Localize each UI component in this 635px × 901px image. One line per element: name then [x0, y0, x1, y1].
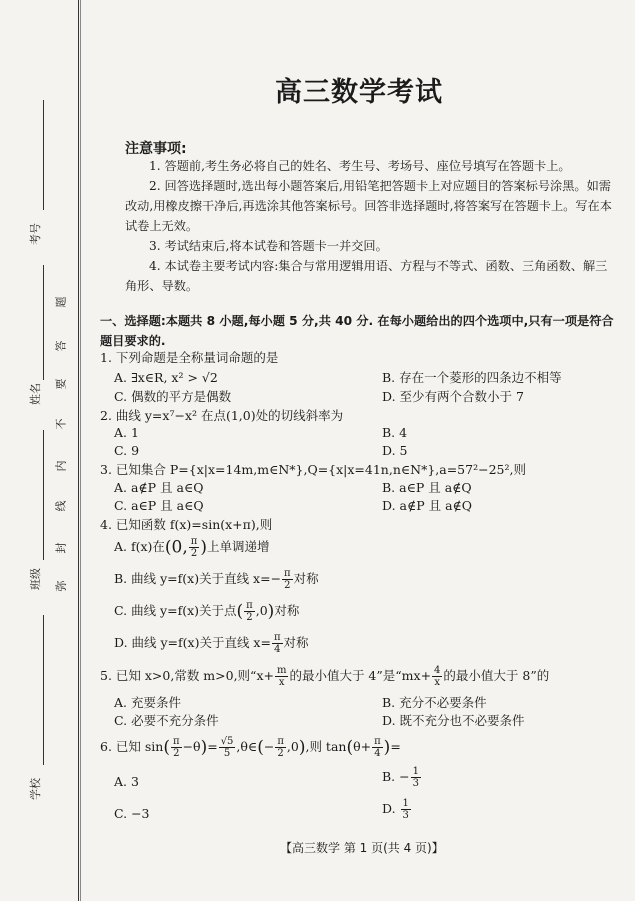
banji-underline	[43, 430, 44, 560]
question-1-stem: 1. 下列命题是全称量词命题的是	[100, 350, 279, 365]
banji-label: 班级	[29, 568, 42, 590]
question-3-option-d: D. a∉P 且 a∉Q	[382, 498, 473, 513]
page-title: 高三数学考试	[275, 77, 443, 108]
question-4-option-a: A. f(x)在(0, $\frac{\pi}{2}$ )上单调递增	[114, 536, 270, 559]
page-footer: 【高三数学 第 1 页(共 4 页)】	[280, 841, 444, 855]
binding-line	[78, 0, 79, 901]
question-2-option-d: D. 5	[382, 443, 408, 458]
seal-char: 题	[54, 296, 68, 308]
question-3-option-c: C. a∈P 且 a∈Q	[114, 498, 204, 513]
question-6-option-a: A. 3	[114, 774, 139, 789]
question-6-stem: 6. 已知 sin( $\frac{\pi}{2}$ −θ)= $\frac{√5}{5}$ ,θ∈(− $\frac{\pi}{2}$ ,0),则 tan(θ+ $\frac{\pi}{4}$ )=	[100, 736, 401, 759]
question-5-option-b: B. 充分不必要条件	[382, 695, 487, 710]
question-5-stem: 5. 已知 x>0,常数 m>0,则“x+ $\frac{m}{x}$ 的最小值大于 4”是“mx+ $\frac{4}{x}$ 的最小值大于 8”的	[100, 665, 550, 688]
question-1-option-d: D. 至少有两个合数小于 7	[382, 389, 524, 404]
seal-char: 封	[54, 542, 68, 554]
question-6-option-b: B. − $\frac{1}{3}$	[382, 766, 419, 789]
question-4-option-d: D. 曲线 y=f(x)关于直线 x= $\frac{\pi}{4}$ 对称	[114, 632, 309, 655]
seal-char: 答	[54, 340, 68, 352]
seal-char: 内	[54, 460, 68, 472]
question-6-option-d: D. $\frac{1}{3}$	[382, 798, 409, 821]
binding-margin	[0, 0, 88, 901]
question-2-stem: 2. 曲线 y=x⁷−x² 在点(1,0)处的切线斜率为	[100, 408, 344, 423]
question-5-option-c: C. 必要不充分条件	[114, 713, 219, 728]
question-5-option-d: D. 既不充分也不必要条件	[382, 713, 525, 728]
question-3-stem: 3. 已知集合 P={x|x=14m,m∈N*},Q={x|x=41n,n∈N*},a=57²−25²,则	[100, 462, 526, 477]
xingming-underline	[43, 265, 44, 380]
kaohao-underline	[43, 100, 44, 210]
seal-char: 线	[54, 500, 68, 512]
notice-heading: 注意事项:	[125, 141, 187, 157]
seal-char: 不	[54, 418, 68, 430]
question-3-option-a: A. a∉P 且 a∈Q	[114, 480, 204, 495]
binding-line-inner	[80, 0, 81, 901]
question-1-option-b: B. 存在一个菱形的四条边不相等	[382, 370, 562, 385]
question-4-option-b: B. 曲线 y=f(x)关于直线 x=− $\frac{\pi}{2}$ 对称	[114, 568, 319, 591]
question-2-option-c: C. 9	[114, 443, 140, 458]
question-4-option-c: C. 曲线 y=f(x)关于点( $\frac{\pi}{2}$ ,0)对称	[114, 600, 300, 623]
seal-char: 弥	[54, 580, 68, 592]
question-1-option-a: A. ∃x∈R, x² > √2	[114, 370, 218, 385]
notice-item: 1. 答题前,考生务必将自己的姓名、考生号、考场号、座位号填写在答题卡上。	[149, 159, 571, 173]
question-5-option-a: A. 充要条件	[114, 695, 181, 710]
notice-item: 3. 考试结束后,将本试卷和答题卡一并交回。	[149, 239, 388, 253]
seal-char: 要	[54, 378, 68, 390]
question-6-option-c: C. −3	[114, 806, 150, 821]
question-3-option-b: B. a∈P 且 a∉Q	[382, 480, 472, 495]
section-heading: 一、选择题:本题共 8 小题,每小题 5 分,共 40 分. 在每小题给出的四个选项中,只有一项是符合题目要求的.	[100, 314, 614, 348]
xuexiao-label: 学校	[29, 778, 42, 800]
notice-item: 4. 本试卷主要考试内容:集合与常用逻辑用语、方程与不等式、函数、三角函数、解三角形、导数。	[125, 259, 608, 293]
xuexiao-underline	[43, 615, 44, 765]
notice-item: 2. 回答选择题时,选出每小题答案后,用铅笔把答题卡上对应题目的答案标号涂黑。如需改动,用橡皮擦干净后,再选涂其他答案标号。回答非选择题时,将答案写在答题卡上。写在本试卷上无效。	[125, 179, 612, 233]
question-2-option-a: A. 1	[114, 425, 139, 440]
question-1-option-c: C. 偶数的平方是偶数	[114, 389, 232, 404]
xingming-label: 姓名	[29, 383, 42, 405]
question-2-option-b: B. 4	[382, 425, 408, 440]
kaohao-label: 考号	[29, 223, 42, 245]
question-4-stem: 4. 已知函数 f(x)=sin(x+π),则	[100, 517, 273, 532]
